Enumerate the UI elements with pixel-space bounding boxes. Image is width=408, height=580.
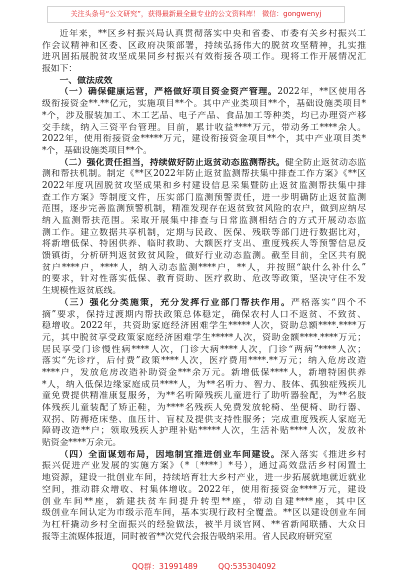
- line-text: 摘”要求，保持过渡期内帮扶政策总体稳定，确保农村人口不返贫、不致贫、: [42, 309, 366, 320]
- text-line: [42, 380, 366, 392]
- text-line: [42, 216, 366, 228]
- text-line: [42, 345, 366, 357]
- paragraph: [42, 29, 366, 76]
- text-line: [42, 391, 366, 403]
- promo-banner-text: 关注头条号“公文研究”，获得最新最全最专业的公文资料库！ 微信：gongwenyj: [70, 10, 322, 18]
- line-text: 落实“先诊疗，后付费”政策****人次，医疗费用****.**万元；纳入危房改造: [42, 356, 366, 367]
- line-text: 贫户****户，****人，纳入动态监测****户，**人，并按照“缺什么补什么”: [42, 262, 366, 273]
- line-text: 障碍改造**户；领取残疾人护理补贴*****人次，生活补贴****人次，发放补: [42, 426, 366, 437]
- line-text: 居民享受门诊慢性病****人次，门诊大病****人次，门诊“两病”****人次；: [42, 344, 366, 355]
- text-line: [42, 41, 366, 53]
- line-text: *个，基础设施类项目**个。: [42, 145, 152, 156]
- line-text: 2022年，**区使用各: [277, 87, 366, 98]
- line-text: 童免费提供精准康复服务，为**名听障残疾儿童进行了助听器验配，为**名肢: [42, 391, 366, 402]
- text-line: [42, 204, 366, 216]
- line-text: 报如下：: [42, 64, 78, 75]
- line-text: 双拐、防褥疮床垫、血压计、盲杖及提供支持性服务；完成重度残疾人家庭无: [42, 414, 366, 425]
- text-line: [42, 181, 366, 193]
- text-line: [42, 64, 366, 76]
- text-line: [42, 239, 366, 251]
- line-text: 馈镇街，分析研判返贫致贫风险，做好行业动态监测。截至目前，全区共有脱: [42, 251, 366, 262]
- line-text: 查工作方案》等制度文件，压实部门监测预警责任，进一步明确防止返贫监测: [42, 192, 366, 203]
- text-line: [42, 76, 366, 88]
- line-text: 将新增低保、特困供养、临时救助、大额医疗支出、重度残疾人等预警信息反: [42, 239, 366, 250]
- line-text: 为杠杆撬动乡村全面振兴的经验做法，被半月谈官网、**省新闻联播、大众日: [42, 519, 366, 530]
- promo-banner: [47, 6, 345, 23]
- text-line: [42, 263, 366, 275]
- text-line: [42, 193, 366, 205]
- text-line: [42, 251, 366, 263]
- text-line: [42, 497, 366, 509]
- text-line: [42, 52, 366, 64]
- line-text: 严格落实“四个不: [291, 297, 366, 308]
- text-line: [42, 532, 366, 544]
- text-line: [42, 473, 366, 485]
- text-line: [42, 310, 366, 322]
- line-text: 体残疾儿童装配了矫正鞋，为****名残疾人免费发放轮椅、坐便椅、助行器、: [42, 403, 366, 413]
- line-text: 交手续，纳入三资平台管理。目前，累计收益****万元，带动务工****余人。: [42, 122, 366, 133]
- text-line: [42, 368, 366, 380]
- text-line: [42, 333, 366, 345]
- line-text: 纳入监测帮扶范围。采取开展集中排查与日常监测相结合的方式开展动态监: [42, 216, 366, 226]
- text-line: [42, 228, 366, 240]
- section-title: （一）确保健康运营，严格做好项目资金资产管理。: [59, 87, 278, 98]
- text-line: [42, 134, 366, 146]
- line-text: 作会议精神和区委、区政府决策部署，持续弘扬伟大的脱贫攻坚精神，扎实推: [42, 40, 366, 51]
- qq-number: QQ:535304092: [218, 562, 277, 571]
- paragraph: [42, 87, 366, 157]
- text-line: [42, 274, 366, 286]
- line-text: 生规模性返贫底线。: [42, 286, 122, 297]
- text-line: [42, 485, 366, 497]
- line-text: 2022年度巩固脱贫攻坚成果和乡村建设信息采集暨防止返贫监测帮扶集中排: [42, 180, 366, 191]
- line-text: 级衔接资金**.**亿元，实施项目**个。其中产业类项目**个，基础设施类项目*: [42, 99, 366, 110]
- text-line: [42, 356, 366, 368]
- text-line: [42, 415, 366, 427]
- text-line: [42, 426, 366, 438]
- contact-footer: [0, 561, 408, 573]
- text-line: [42, 298, 366, 310]
- section-title: （三）强化分类施策，充分发挥行业部门帮扶作用。: [59, 297, 292, 308]
- line-text: 级创业车间认定为市级示范车间，基本实现行政村全覆盖。**区以建设创业车间: [42, 508, 366, 519]
- line-text: 创业车间**座，新建扶贫车间提升转型**座，带动自建****座，其中区: [42, 496, 366, 507]
- text-line: [42, 286, 366, 298]
- line-text: *个，涉及服装加工、木工艺品、电子产品、食品加工等种类，均已办理资产移: [42, 110, 366, 121]
- qq-group-number: QQ群：31991489: [131, 562, 198, 571]
- line-text: 健全防止返贫动态监: [285, 157, 366, 168]
- line-text: 范围，逐步完善监测预警机制，精准发现存在返贫致贫风险的农户，做到应纳尽: [42, 204, 366, 215]
- line-text: 空间，推动群众增收、村集体增收。2022年，使用衔接资金****万元，建设: [42, 484, 366, 495]
- section-title: （二）强化责任担当，持续做好防止返贫动态监测帮扶。: [59, 157, 286, 168]
- line-text: *人，纳入低保边缘家庭成员****人，为**名听力、智力、肢体、孤独症残疾儿: [42, 379, 366, 390]
- line-text: 测工作。建立数据共享机制，定期与民政、医保、残联等部门进行数据比对，: [42, 227, 366, 238]
- text-line: [42, 461, 366, 473]
- line-text: 元，其中脱贫享受政策家庭经济困难学生*****人次，资助金额****.****万元；: [42, 332, 366, 343]
- text-line: [42, 438, 366, 450]
- line-text: 振兴促进产业发展的实施方案》（*〔****〕*号），通过高效盘活乡村闲置土: [42, 461, 366, 472]
- line-text: 测和帮扶机制。制定《**区2022年防止返贫监测帮扶集中排查工作方案》《**区: [42, 169, 366, 180]
- line-text: 深入落实《推进乡村: [280, 449, 366, 460]
- section-title: （四）全面谋划布局，因地制宜推进创业车间建设。: [59, 449, 281, 460]
- text-line: [42, 450, 366, 462]
- line-text: 2022年，使用衔接资金*****万元，建设衔接资金项目**个，其中产业项目类*: [42, 134, 366, 145]
- line-text: 近年来，**区乡村振兴局认真贯彻落实中央和省委、市委有关乡村振兴工: [59, 29, 366, 39]
- text-line: [42, 29, 366, 41]
- section-heading: [42, 76, 366, 88]
- paragraph: [42, 450, 366, 544]
- line-text: 的要求，针对性落实低保、教育资助、医疗救助、危改等政策，坚决守住不发: [42, 274, 366, 285]
- line-text: 稳增收。2022年，共资助家庭经济困难学生*****人次，资助总额****.****万: [42, 321, 366, 332]
- text-line: [42, 321, 366, 333]
- text-line: [42, 111, 366, 123]
- paragraph: [42, 158, 366, 298]
- text-line: [42, 169, 366, 181]
- text-line: [42, 146, 366, 158]
- line-text: 地资源，建设一批创业车间，持续培育壮大乡村产业，进一步拓展就地就近就业: [42, 473, 366, 484]
- text-line: [42, 123, 366, 135]
- paragraph: [42, 298, 366, 450]
- text-line: [42, 158, 366, 170]
- heading-text: 一、做法成效: [59, 75, 113, 86]
- line-text: 报等主流媒体报道，同时被省**次党代会报告吸纳采用。省人民政府研究室: [42, 531, 333, 542]
- document-body: [42, 29, 366, 543]
- text-line: [42, 403, 366, 415]
- text-line: [42, 520, 366, 532]
- line-text: 进巩固拓展脱贫攻坚成果同乡村振兴有效衔接各项工作。现将工作开展情况汇: [42, 52, 366, 63]
- text-line: [42, 508, 366, 520]
- line-text: ****户，发放危房改造补助资金***余万元。新增低保****人，新增特困供养: [42, 367, 366, 378]
- line-text: 贴资金****万余元。: [42, 438, 122, 449]
- text-line: [42, 99, 366, 111]
- text-line: [42, 87, 366, 99]
